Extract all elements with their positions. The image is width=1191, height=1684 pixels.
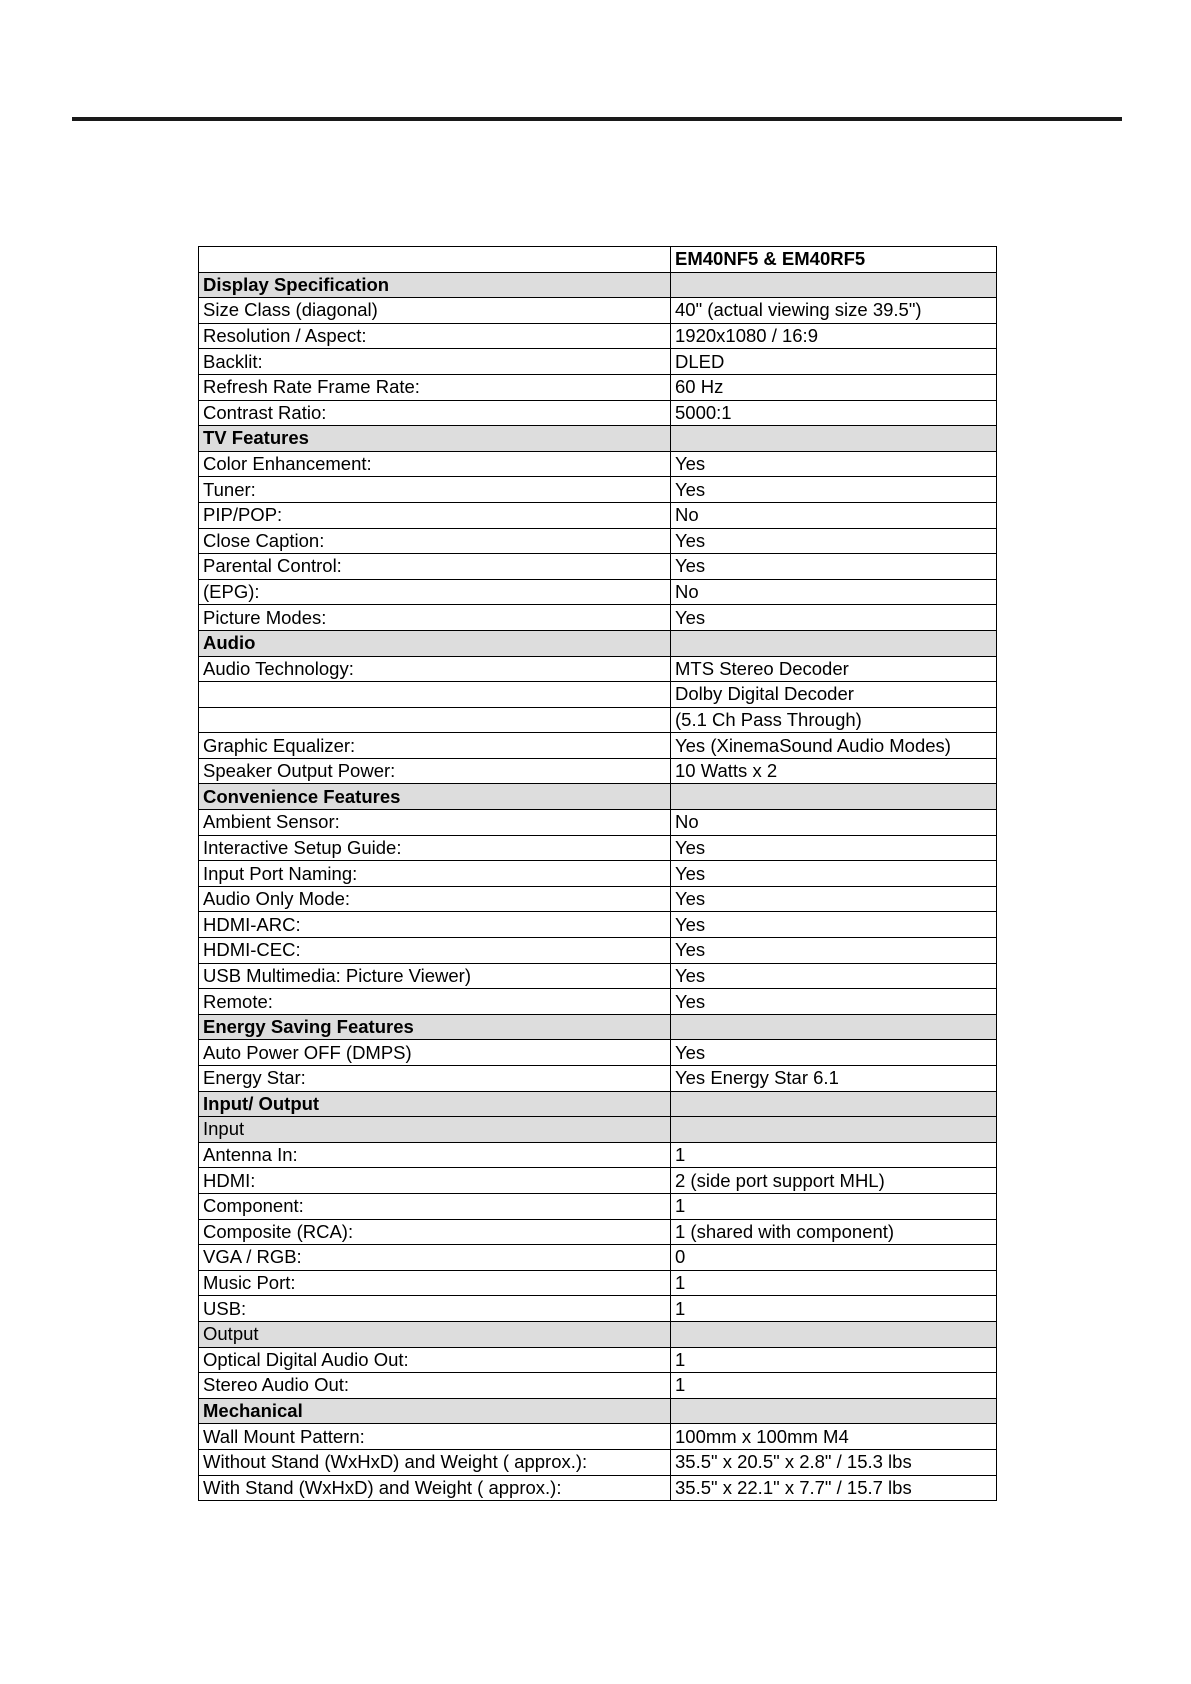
spec-value-cell: 1920x1080 / 16:9 [671, 323, 997, 349]
table-row [199, 298, 997, 324]
spec-label-cell: Optical Digital Audio Out: [199, 1347, 671, 1373]
section-value-cell [671, 426, 997, 452]
subsection-value-cell [671, 1321, 997, 1347]
subsection-title-cell: Input [199, 1117, 671, 1143]
spec-label-cell: Graphic Equalizer: [199, 733, 671, 759]
table-row [199, 963, 997, 989]
section-value-cell [671, 630, 997, 656]
spec-value-cell: No [671, 579, 997, 605]
table-row [199, 835, 997, 861]
spec-label-cell: Contrast Ratio: [199, 400, 671, 426]
table-row [199, 1475, 997, 1501]
spec-value-cell: 1 [671, 1193, 997, 1219]
spec-label-cell: HDMI: [199, 1168, 671, 1194]
spec-label-cell: Color Enhancement: [199, 451, 671, 477]
section-title-cell: Input/ Output [199, 1091, 671, 1117]
spec-value-cell: 60 Hz [671, 374, 997, 400]
table-row [199, 656, 997, 682]
table-row [199, 400, 997, 426]
section-row [199, 426, 997, 452]
spec-value-cell: No [671, 502, 997, 528]
spec-label-cell [199, 682, 671, 708]
spec-value-cell: 40" (actual viewing size 39.5") [671, 298, 997, 324]
table-header-row [199, 247, 997, 273]
section-row [199, 1398, 997, 1424]
table-row [199, 605, 997, 631]
spec-value-cell: Yes [671, 451, 997, 477]
header-label-cell [199, 247, 671, 273]
table-row [199, 912, 997, 938]
table-row [199, 1347, 997, 1373]
table-row [199, 1193, 997, 1219]
section-row [199, 272, 997, 298]
spec-label-cell: Tuner: [199, 477, 671, 503]
spec-value-cell: 1 [671, 1142, 997, 1168]
section-value-cell [671, 1398, 997, 1424]
table-row [199, 707, 997, 733]
section-value-cell [671, 784, 997, 810]
spec-value-cell: 2 (side port support MHL) [671, 1168, 997, 1194]
table-row [199, 477, 997, 503]
top-horizontal-rule [72, 117, 1122, 121]
spec-label-cell: Speaker Output Power: [199, 758, 671, 784]
spec-label-cell: Composite (RCA): [199, 1219, 671, 1245]
spec-label-cell: PIP/POP: [199, 502, 671, 528]
section-title-cell: Audio [199, 630, 671, 656]
spec-value-cell: 1 [671, 1296, 997, 1322]
spec-value-cell: 1 (shared with component) [671, 1219, 997, 1245]
spec-label-cell: Audio Only Mode: [199, 886, 671, 912]
table-row [199, 861, 997, 887]
section-row [199, 784, 997, 810]
section-title-cell: TV Features [199, 426, 671, 452]
table-row [199, 733, 997, 759]
spec-label-cell: Component: [199, 1193, 671, 1219]
table-row [199, 938, 997, 964]
spec-label-cell: Auto Power OFF (DMPS) [199, 1040, 671, 1066]
spec-label-cell: Remote: [199, 989, 671, 1015]
spec-value-cell: 35.5" x 22.1" x 7.7" / 15.7 lbs [671, 1475, 997, 1501]
section-title-cell: Mechanical [199, 1398, 671, 1424]
spec-label-cell: Backlit: [199, 349, 671, 375]
spec-value-cell: Yes [671, 886, 997, 912]
spec-value-cell: MTS Stereo Decoder [671, 656, 997, 682]
subsection-title-cell: Output [199, 1321, 671, 1347]
spec-label-cell: HDMI-CEC: [199, 938, 671, 964]
spec-label-cell: USB Multimedia: Picture Viewer) [199, 963, 671, 989]
section-title-cell: Energy Saving Features [199, 1014, 671, 1040]
subsection-row [199, 1117, 997, 1143]
table-row [199, 1142, 997, 1168]
spec-label-cell [199, 707, 671, 733]
spec-value-cell: No [671, 810, 997, 836]
spec-value-cell: Yes Energy Star 6.1 [671, 1066, 997, 1092]
table-row [199, 1373, 997, 1399]
specification-table-body [199, 247, 997, 1501]
spec-label-cell: USB: [199, 1296, 671, 1322]
spec-label-cell: Close Caption: [199, 528, 671, 554]
table-row [199, 682, 997, 708]
section-row [199, 1091, 997, 1117]
spec-value-cell: Yes [671, 554, 997, 580]
spec-value-cell: Yes [671, 528, 997, 554]
table-row [199, 502, 997, 528]
spec-value-cell: Yes [671, 989, 997, 1015]
spec-value-cell: Yes [671, 477, 997, 503]
table-row [199, 579, 997, 605]
spec-label-cell: HDMI-ARC: [199, 912, 671, 938]
spec-value-cell: 0 [671, 1245, 997, 1271]
table-row [199, 1066, 997, 1092]
specification-table [198, 246, 997, 1501]
section-row [199, 630, 997, 656]
spec-value-cell: Yes [671, 835, 997, 861]
table-row [199, 886, 997, 912]
spec-value-cell: (5.1 Ch Pass Through) [671, 707, 997, 733]
spec-value-cell: 1 [671, 1373, 997, 1399]
spec-value-cell: Yes [671, 861, 997, 887]
table-row [199, 1270, 997, 1296]
spec-value-cell: Yes [671, 912, 997, 938]
spec-value-cell: Yes [671, 1040, 997, 1066]
spec-label-cell: Picture Modes: [199, 605, 671, 631]
spec-value-cell: 10 Watts x 2 [671, 758, 997, 784]
table-row [199, 451, 997, 477]
table-row [199, 758, 997, 784]
table-row [199, 1296, 997, 1322]
section-row [199, 1014, 997, 1040]
spec-label-cell: Interactive Setup Guide: [199, 835, 671, 861]
spec-label-cell: Antenna In: [199, 1142, 671, 1168]
table-row [199, 1424, 997, 1450]
section-value-cell [671, 1014, 997, 1040]
section-title-cell: Convenience Features [199, 784, 671, 810]
spec-value-cell: Yes [671, 963, 997, 989]
spec-label-cell: (EPG): [199, 579, 671, 605]
spec-label-cell: Music Port: [199, 1270, 671, 1296]
spec-value-cell: Yes [671, 938, 997, 964]
table-row [199, 989, 997, 1015]
table-row [199, 323, 997, 349]
spec-label-cell: With Stand (WxHxD) and Weight ( approx.): [199, 1475, 671, 1501]
table-row [199, 349, 997, 375]
table-row [199, 374, 997, 400]
spec-label-cell: Input Port Naming: [199, 861, 671, 887]
table-row [199, 1245, 997, 1271]
section-title-cell: Display Specification [199, 272, 671, 298]
spec-label-cell: Size Class (diagonal) [199, 298, 671, 324]
table-row [199, 554, 997, 580]
table-row [199, 1219, 997, 1245]
spec-value-cell: 35.5" x 20.5" x 2.8" / 15.3 lbs [671, 1449, 997, 1475]
spec-label-cell: Refresh Rate Frame Rate: [199, 374, 671, 400]
model-header-cell: EM40NF5 & EM40RF5 [671, 247, 997, 273]
spec-label-cell: Parental Control: [199, 554, 671, 580]
table-row [199, 528, 997, 554]
subsection-value-cell [671, 1117, 997, 1143]
spec-label-cell: Resolution / Aspect: [199, 323, 671, 349]
subsection-row [199, 1321, 997, 1347]
spec-value-cell: 1 [671, 1347, 997, 1373]
spec-value-cell: 1 [671, 1270, 997, 1296]
spec-label-cell: Stereo Audio Out: [199, 1373, 671, 1399]
table-row [199, 1040, 997, 1066]
table-row [199, 1168, 997, 1194]
spec-label-cell: Energy Star: [199, 1066, 671, 1092]
table-row [199, 810, 997, 836]
spec-value-cell: Yes (XinemaSound Audio Modes) [671, 733, 997, 759]
spec-label-cell: VGA / RGB: [199, 1245, 671, 1271]
spec-value-cell: Dolby Digital Decoder [671, 682, 997, 708]
spec-value-cell: Yes [671, 605, 997, 631]
spec-label-cell: Audio Technology: [199, 656, 671, 682]
table-row [199, 1449, 997, 1475]
spec-label-cell: Ambient Sensor: [199, 810, 671, 836]
spec-value-cell: 100mm x 100mm M4 [671, 1424, 997, 1450]
spec-value-cell: DLED [671, 349, 997, 375]
section-value-cell [671, 1091, 997, 1117]
spec-value-cell: 5000:1 [671, 400, 997, 426]
section-value-cell [671, 272, 997, 298]
spec-label-cell: Without Stand (WxHxD) and Weight ( approx.): [199, 1449, 671, 1475]
spec-label-cell: Wall Mount Pattern: [199, 1424, 671, 1450]
